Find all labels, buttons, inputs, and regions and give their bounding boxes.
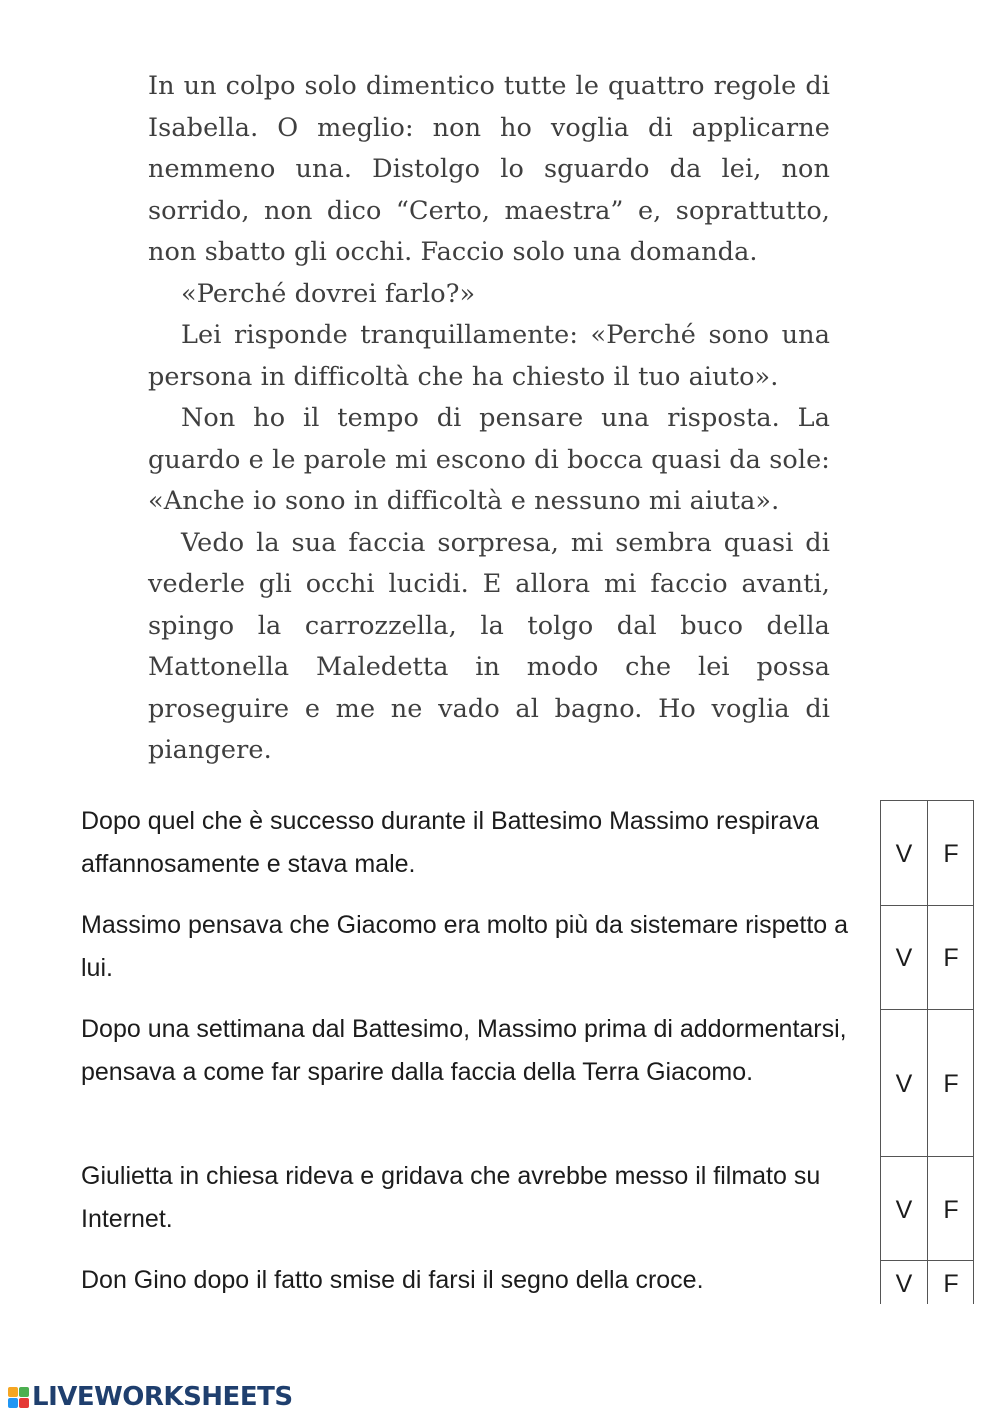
false-option-5[interactable]: F bbox=[943, 1270, 959, 1298]
quiz-statement-3: Dopo una settimana dal Battesimo, Massimo prima di addormentarsi, pensava a come far sparire dalla faccia della Terra Giacomo. bbox=[81, 1015, 847, 1086]
passage-paragraph: Vedo la sua faccia sorpresa, mi sembra quasi di vederle gli occhi lucidi. E allora mi faccio avanti, spingo la carrozzella, la tolgo dal buco della Mattonella Maledetta in modo che lei possa proseguire e me ne vado al bagno. Ho voglia di piangere. bbox=[148, 527, 830, 765]
true-option-2[interactable]: V bbox=[895, 944, 913, 972]
quiz-statement-4: Giulietta in chiesa rideva e gridava che avrebbe messo il filmato su Internet. bbox=[81, 1162, 821, 1233]
logo-blocks-icon bbox=[8, 1387, 29, 1408]
reading-passage bbox=[148, 66, 830, 772]
false-option-3[interactable]: F bbox=[943, 1070, 959, 1098]
quiz-statement-1: Dopo quel che è successo durante il Battesimo Massimo respirava affannosamente e stava male. bbox=[81, 807, 819, 878]
passage-paragraph: Non ho il tempo di pensare una risposta. La guardo e le parole mi escono di bocca quasi da sole: «Anche io sono in difficoltà e nessuno mi aiuta». bbox=[148, 403, 830, 516]
passage-paragraph: Lei risponde tranquillamente: «Perché sono una persona in difficoltà che ha chiesto il tuo aiuto». bbox=[148, 320, 830, 392]
false-option-1[interactable]: F bbox=[943, 840, 959, 868]
true-false-grid bbox=[880, 800, 974, 1304]
false-option-4[interactable]: F bbox=[943, 1196, 959, 1224]
true-option-3[interactable]: V bbox=[895, 1070, 913, 1098]
liveworksheets-logo bbox=[8, 1381, 293, 1413]
true-option-1[interactable]: V bbox=[895, 840, 913, 868]
true-option-4[interactable]: V bbox=[895, 1196, 913, 1224]
passage-paragraph: In un colpo solo dimentico tutte le quattro regole di Isabella. O meglio: non ho voglia di applicarne nemmeno una. Distolgo lo sguardo da lei, non sorrido, non dico “Certo, maestra” e, soprattutto, non sbatto gli occhi. Faccio solo una domanda. bbox=[148, 71, 830, 267]
logo-text: LIVEWORKSHEETS bbox=[32, 1382, 293, 1412]
quiz-statement-2: Massimo pensava che Giacomo era molto più da sistemare rispetto a lui. bbox=[81, 911, 849, 982]
grid-column-divider bbox=[927, 800, 928, 1304]
true-option-5[interactable]: V bbox=[895, 1270, 913, 1298]
quiz-statement-5: Don Gino dopo il fatto smise di farsi il segno della croce. bbox=[81, 1266, 704, 1294]
false-option-2[interactable]: F bbox=[943, 944, 959, 972]
passage-paragraph: «Perché dovrei farlo?» bbox=[181, 278, 476, 309]
